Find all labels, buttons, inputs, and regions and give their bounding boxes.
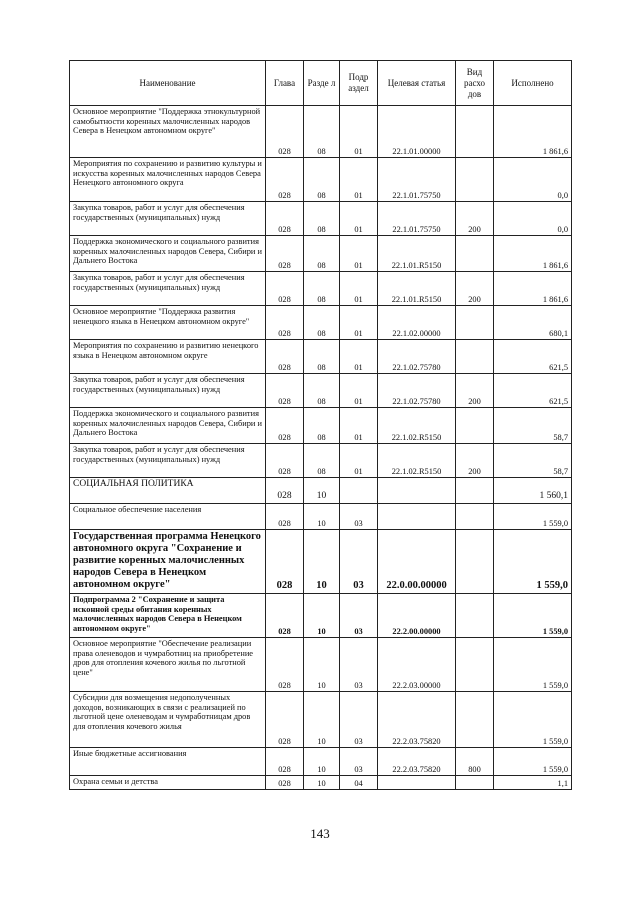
row-amount: 1 559,0 [494, 530, 572, 594]
table-row [70, 340, 572, 374]
row-razdel: 08 [304, 444, 340, 478]
row-article: 22.1.02.75780 [378, 374, 456, 408]
row-glava: 028 [266, 408, 304, 444]
row-article [378, 776, 456, 790]
row-name: Мероприятия по сохранению и развитию ненецкого языка в Ненецком автономном округе [70, 340, 266, 374]
table-row [70, 374, 572, 408]
row-glava: 028 [266, 748, 304, 776]
row-razdel: 08 [304, 374, 340, 408]
row-vid [456, 594, 494, 638]
row-article: 22.1.01.75750 [378, 202, 456, 236]
row-article: 22.1.01.R5150 [378, 272, 456, 306]
table-row [70, 776, 572, 790]
row-vid [456, 340, 494, 374]
row-amount: 58,7 [494, 444, 572, 478]
row-podrazdel: 03 [340, 748, 378, 776]
row-glava: 028 [266, 478, 304, 504]
row-name: Подпрограмма 2 "Сохранение и защита исконной среды обитания коренных малочисленных народов Севера в Ненецком автономном округе" [70, 594, 266, 638]
row-glava: 028 [266, 530, 304, 594]
header-vid: Вид расхо дов [456, 61, 494, 106]
row-vid [456, 530, 494, 594]
row-podrazdel: 01 [340, 158, 378, 202]
row-glava: 028 [266, 202, 304, 236]
row-podrazdel: 04 [340, 776, 378, 790]
row-article: 22.2.03.75820 [378, 748, 456, 776]
header-podrazdel: Подр аздел [340, 61, 378, 106]
row-name: Закупка товаров, работ и услуг для обеспечения государственных (муниципальных) нужд [70, 202, 266, 236]
row-podrazdel: 01 [340, 202, 378, 236]
row-razdel: 10 [304, 594, 340, 638]
row-razdel: 08 [304, 158, 340, 202]
row-article [378, 478, 456, 504]
header-row [70, 61, 572, 106]
row-razdel: 10 [304, 748, 340, 776]
row-razdel: 08 [304, 106, 340, 158]
row-amount: 680,1 [494, 306, 572, 340]
budget-table [69, 60, 572, 790]
table-row [70, 638, 572, 692]
row-amount: 1,1 [494, 776, 572, 790]
table-row [70, 444, 572, 478]
row-razdel: 08 [304, 340, 340, 374]
row-name: Закупка товаров, работ и услуг для обеспечения государственных (муниципальных) нужд [70, 374, 266, 408]
row-vid [456, 236, 494, 272]
table-row [70, 158, 572, 202]
row-podrazdel: 01 [340, 306, 378, 340]
row-amount: 0,0 [494, 202, 572, 236]
row-vid [456, 408, 494, 444]
row-vid: 200 [456, 272, 494, 306]
row-article: 22.2.00.00000 [378, 594, 456, 638]
row-podrazdel: 01 [340, 272, 378, 306]
row-razdel: 08 [304, 306, 340, 340]
row-vid [456, 638, 494, 692]
row-amount: 1 559,0 [494, 692, 572, 748]
table-row [70, 748, 572, 776]
page-number: 143 [310, 826, 330, 841]
row-glava: 028 [266, 776, 304, 790]
row-article: 22.1.01.R5150 [378, 236, 456, 272]
row-amount: 1 559,0 [494, 504, 572, 530]
row-article: 22.0.00.00000 [378, 530, 456, 594]
row-podrazdel: 03 [340, 530, 378, 594]
row-vid [456, 776, 494, 790]
header-razdel: Разде л [304, 61, 340, 106]
row-glava: 028 [266, 638, 304, 692]
row-name: СОЦИАЛЬНАЯ ПОЛИТИКА [70, 478, 266, 504]
row-amount: 0,0 [494, 158, 572, 202]
row-podrazdel: 03 [340, 594, 378, 638]
table-row [70, 478, 572, 504]
row-razdel: 10 [304, 638, 340, 692]
row-glava: 028 [266, 692, 304, 748]
table-row [70, 594, 572, 638]
row-vid: 200 [456, 374, 494, 408]
row-amount: 1 559,0 [494, 638, 572, 692]
row-amount: 1 861,6 [494, 272, 572, 306]
row-name: Основное мероприятие "Поддержка этнокультурной самобытности коренных малочисленных народов Севера в Ненецком автономном округе" [70, 106, 266, 158]
row-glava: 028 [266, 158, 304, 202]
table-row [70, 272, 572, 306]
row-article [378, 504, 456, 530]
row-podrazdel: 01 [340, 340, 378, 374]
row-article: 22.1.02.R5150 [378, 444, 456, 478]
row-razdel: 08 [304, 202, 340, 236]
row-razdel: 10 [304, 530, 340, 594]
row-name: Иные бюджетные ассигнования [70, 748, 266, 776]
row-glava: 028 [266, 272, 304, 306]
row-vid [456, 306, 494, 340]
table-row [70, 202, 572, 236]
row-name: Закупка товаров, работ и услуг для обеспечения государственных (муниципальных) нужд [70, 272, 266, 306]
row-vid [456, 158, 494, 202]
row-razdel: 10 [304, 692, 340, 748]
row-podrazdel: 01 [340, 374, 378, 408]
row-glava: 028 [266, 444, 304, 478]
row-name: Закупка товаров, работ и услуг для обеспечения государственных (муниципальных) нужд [70, 444, 266, 478]
table-row [70, 236, 572, 272]
header-glava: Глава [266, 61, 304, 106]
table-row [70, 530, 572, 594]
row-amount: 1 559,0 [494, 594, 572, 638]
row-article: 22.1.01.75750 [378, 158, 456, 202]
row-razdel: 08 [304, 236, 340, 272]
row-podrazdel: 03 [340, 692, 378, 748]
row-glava: 028 [266, 340, 304, 374]
row-glava: 028 [266, 106, 304, 158]
row-vid: 200 [456, 444, 494, 478]
row-name: Мероприятия по сохранению и развитию культуры и искусства коренных малочисленных народов Севера Ненецкого автономного округа [70, 158, 266, 202]
row-amount: 58,7 [494, 408, 572, 444]
row-article: 22.1.02.00000 [378, 306, 456, 340]
row-podrazdel: 01 [340, 444, 378, 478]
header-article: Целевая статья [378, 61, 456, 106]
row-amount: 1 560,1 [494, 478, 572, 504]
row-razdel: 10 [304, 478, 340, 504]
table-row [70, 692, 572, 748]
row-name: Социальное обеспечение населения [70, 504, 266, 530]
row-article: 22.1.02.R5150 [378, 408, 456, 444]
row-podrazdel: 03 [340, 504, 378, 530]
table-row [70, 504, 572, 530]
row-name: Охрана семьи и детства [70, 776, 266, 790]
row-vid [456, 504, 494, 530]
row-name: Основное мероприятие "Поддержка развития ненецкого языка в Ненецком автономном округе" [70, 306, 266, 340]
row-vid [456, 106, 494, 158]
row-name: Поддержка экономического и социального развития коренных малочисленных народов Севера, Сибири и Дальнего Востока [70, 408, 266, 444]
row-vid [456, 478, 494, 504]
row-vid: 800 [456, 748, 494, 776]
header-name: Наименование [70, 61, 266, 106]
row-glava: 028 [266, 374, 304, 408]
row-amount: 621,5 [494, 340, 572, 374]
row-glava: 028 [266, 236, 304, 272]
row-name: Основное мероприятие "Обеспечение реализации права оленеводов и чумработниц на приобретение дров для отопления кочевого жилья по льготной цене" [70, 638, 266, 692]
header-executed: Исполнено [494, 61, 572, 106]
row-razdel: 10 [304, 776, 340, 790]
row-razdel: 10 [304, 504, 340, 530]
row-article: 22.1.01.00000 [378, 106, 456, 158]
row-amount: 1 861,6 [494, 106, 572, 158]
row-name: Поддержка экономического и социального развития коренных малочисленных народов Севера, Сибири и Дальнего Востока [70, 236, 266, 272]
row-podrazdel: 03 [340, 638, 378, 692]
row-amount: 621,5 [494, 374, 572, 408]
row-vid [456, 692, 494, 748]
row-amount: 1 559,0 [494, 748, 572, 776]
row-podrazdel [340, 478, 378, 504]
row-podrazdel: 01 [340, 236, 378, 272]
row-vid: 200 [456, 202, 494, 236]
row-glava: 028 [266, 594, 304, 638]
row-podrazdel: 01 [340, 106, 378, 158]
row-name: Субсидии для возмещения недополученных доходов, возникающих в связи с реализацией по льготной цене оленеводам и чумработницам дров для отопления кочевого жилья [70, 692, 266, 748]
row-glava: 028 [266, 504, 304, 530]
table-row [70, 306, 572, 340]
table-row [70, 408, 572, 444]
row-article: 22.2.03.75820 [378, 692, 456, 748]
row-article: 22.2.03.00000 [378, 638, 456, 692]
row-glava: 028 [266, 306, 304, 340]
row-razdel: 08 [304, 408, 340, 444]
row-name: Государственная программа Ненецкого автономного округа "Сохранение и развитие коренных малочисленных народов Севера в Ненецком автономном округе" [70, 530, 266, 594]
row-article: 22.1.02.75780 [378, 340, 456, 374]
row-podrazdel: 01 [340, 408, 378, 444]
row-amount: 1 861,6 [494, 236, 572, 272]
row-razdel: 08 [304, 272, 340, 306]
table-row [70, 106, 572, 158]
